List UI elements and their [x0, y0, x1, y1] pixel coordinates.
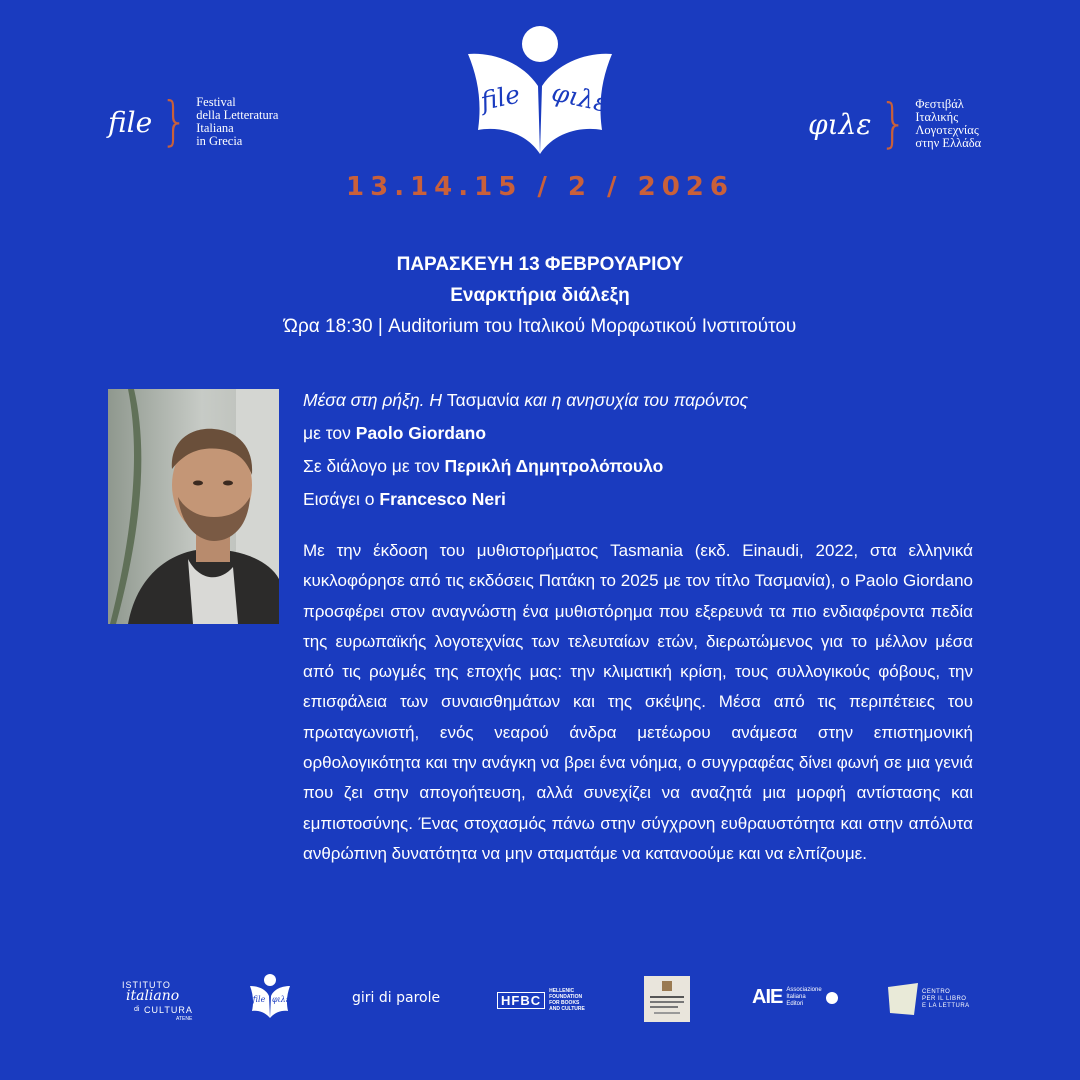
brand-tagline-italian: Festival della Letteratura Italiana in Grecia: [196, 95, 279, 148]
event-title: Εναρκτήρια διάλεξη: [450, 285, 630, 306]
logo-word-file-greek: φιλε: [549, 77, 611, 118]
event-day: ΠΑΡΑΣΚΕΥΗ 13 ΦΕΒΡΟΥΑΡΙΟΥ: [396, 254, 684, 275]
centro-libro-lettura-logo: CENTRO PER IL LIBRO E LA LETTURA: [888, 983, 970, 1015]
festival-brand-greek: [808, 92, 982, 154]
brace-icon: }: [160, 90, 189, 152]
introducer-line: Εισάγει ο Francesco Neri: [303, 489, 506, 509]
svg-text:φιλε: φιλε: [271, 995, 291, 1004]
festival-book-logo: [462, 22, 618, 162]
speaker-name: Paolo Giordano: [355, 423, 487, 443]
logo-word-file: file: [477, 79, 523, 116]
event-description: Με την έκδοση του μυθιστορήματος Tasmania (εκδ. Einaudi, 2022, στα ελληνικά κυκλοφόρησε από τις εκδόσεις Πατάκη το 2025 με τον τίτλο Τασμανία), ο Paolo Giordano προσφέρει στον αναγνώστη ένα μυθιστόρημα που εξερευνά τα πιο ενδιαφέροντα πεδία της ευρωπαϊκής λογοτεχνίας των τελευταίων ετών, διερωτώμενος για το μέλλον μέσα από τις ρωγμές της εποχής μας: την κλιματική κρίση, τους συλλογικούς φόβους, την επισφάλεια των συναισθημάτων και της σκέψης. Μέσα από τις περιπέτειες του πρωταγωνιστή, ενός νεαρού άνδρα μετέωρου ανάμεσα στην επιστημονική ορθολογικότητα και την ανάγκη να βρει ένα νόημα, ο συγγραφέας δίνει φωνή σε μια γενιά που ζει στην απογοήτευση, αλλά συνεχίζει να αναζητά μια μορφή αντίστασης και εμπιστοσύνης. Ένας στοχασμός πάνω στην σύγχρονη ευθραυστότητα και στην απόλυτα ανθρώπινη δυνατότητα να μην σταματάμε να κατανοούμε και να ελπίζουμε.: [303, 541, 973, 863]
brace-icon: }: [879, 92, 908, 154]
university-logo: [644, 976, 690, 1022]
cepell-mark-icon: [888, 983, 918, 1015]
brand-tagline-greek: Φεστιβάλ Ιταλικής Λογοτεχνίας στην Ελλάδα: [915, 97, 982, 150]
file-festival-small-logo: [248, 974, 292, 1024]
brand-word-file: file: [108, 105, 153, 139]
logo-head-icon: [522, 26, 558, 62]
festival-brand-italian: [108, 90, 279, 152]
talk-title: Μέσα στη ρήξη. Η Τασμανία και η ανησυχία του παρόντος: [303, 390, 749, 410]
event-time-place: Ώρα 18:30 | Auditorium του Ιταλικού Μορφωτικού Ινστιτούτου: [283, 316, 797, 337]
author-photo: [108, 389, 279, 624]
hfbc-logo: HFBC HELLENIC FOUNDATION FOR BOOKS AND CULTURE: [497, 988, 585, 1012]
moderator-name: Περικλή Δημητρολόπουλο: [444, 456, 664, 476]
aie-logo: AIE Associazione Italiana Editori: [752, 986, 838, 1009]
introducer-name: Francesco Neri: [379, 489, 506, 509]
aie-badge-icon: [826, 992, 838, 1004]
moderator-line: Σε διάλογο με τον Περικλή Δημητρολόπουλο: [303, 456, 664, 476]
istituto-italiano-cultura-logo: ISTITUTO italiano di CULTURA ATENE: [122, 980, 193, 1022]
speaker-line: με τον Paolo Giordano: [303, 423, 487, 443]
brand-word-fila: φιλε: [808, 107, 872, 141]
festival-dates: 13.14.15 / 2 / 2026: [346, 172, 734, 202]
giri-di-parole-logo: giri di parole: [352, 990, 441, 1006]
event-credits: [303, 384, 983, 516]
svg-text:file: file: [252, 995, 266, 1004]
